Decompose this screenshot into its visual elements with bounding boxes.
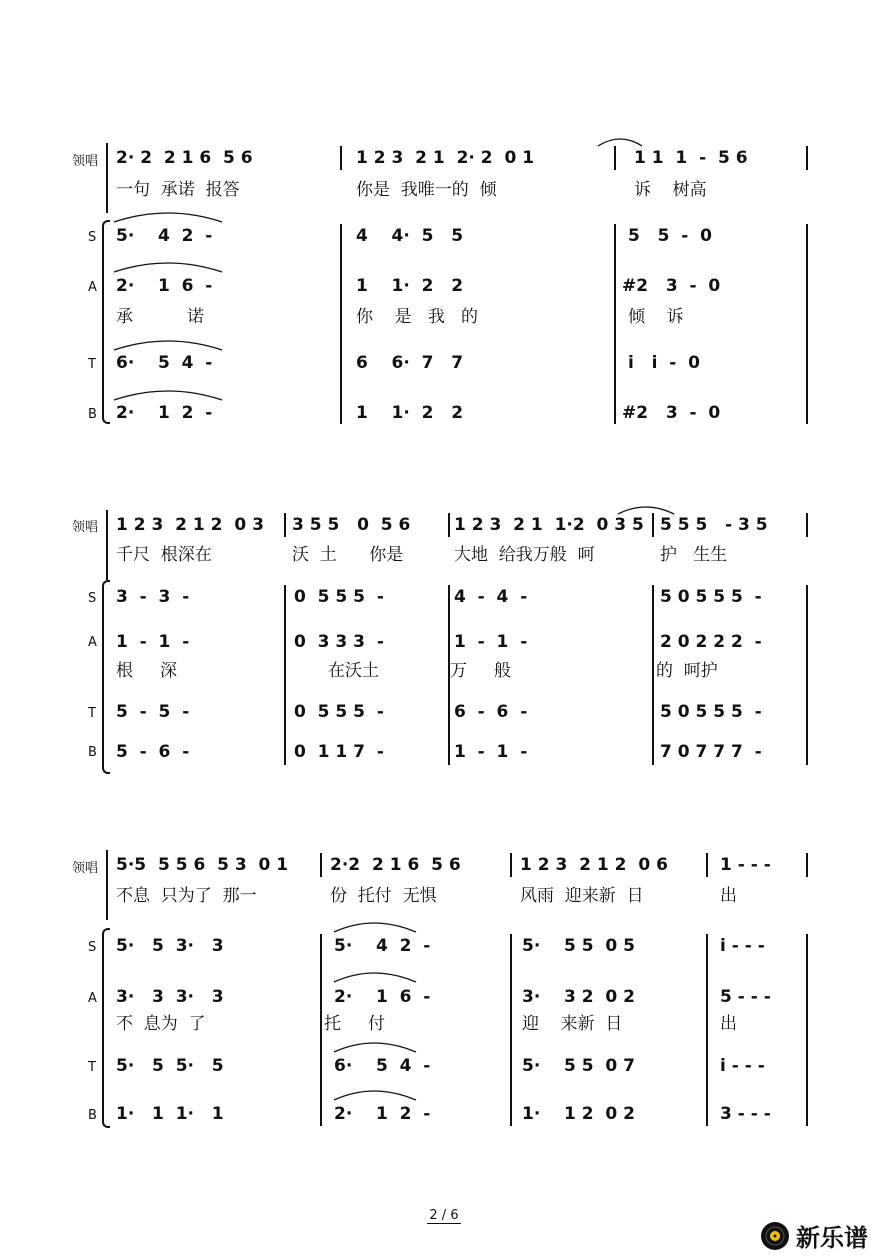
label-b: B <box>88 745 97 760</box>
measure-1: 5· 4 2 - <box>116 226 213 246</box>
measure-3: 1 - 1 - <box>454 632 528 652</box>
measure-4: i - - - <box>720 1056 765 1076</box>
lead-notes-row <box>116 146 806 170</box>
bass-row <box>116 740 806 764</box>
measure-2: 6 6· 7 7 <box>356 353 464 373</box>
measure-1: 2· 2 2 1 6 5 6 <box>116 148 253 168</box>
lyric-1: 不息 只为了 那一 <box>116 886 257 906</box>
lead-barline-start <box>106 850 108 920</box>
lyric-1: 不 息为 了 <box>116 1014 206 1034</box>
soprano-row <box>116 585 806 609</box>
measure-3: 6 - 6 - <box>454 702 528 722</box>
lyric-2: 份 托付 无惧 <box>330 886 437 906</box>
alto-row <box>116 630 806 654</box>
measure-4: 5 - - - <box>720 987 771 1007</box>
measure-3: 1 2 3 2 1 2 0 6 <box>520 855 668 875</box>
soprano-row <box>116 934 806 958</box>
measure-3: 1 2 3 2 1 1·2 0 3 5 <box>454 515 644 535</box>
lyric-3: 诉 树高 <box>634 180 707 200</box>
measure-2: 0 1 1 7 - <box>294 742 384 762</box>
vinyl-record-icon <box>760 1221 790 1251</box>
measure-4: 5 0 5 5 5 - <box>660 587 762 607</box>
alto-lyric-row <box>116 1012 806 1036</box>
label-b: B <box>88 1108 97 1123</box>
measure-2: 6· 5 4 - <box>334 1056 431 1076</box>
measure-1: 5· 5 5· 5 <box>116 1056 224 1076</box>
measure-3: 1 1 1 - 5 6 <box>634 148 748 168</box>
barline <box>340 224 342 424</box>
label-t: T <box>88 1060 96 1075</box>
measure-2: 0 5 5 5 - <box>294 587 384 607</box>
measure-2: 1 1· 2 2 <box>356 276 464 296</box>
bass-row <box>116 401 806 425</box>
lead-lyric-row <box>116 178 806 202</box>
measure-1: 3 - 3 - <box>116 587 190 607</box>
choir-brace <box>102 220 110 424</box>
lead-notes-row <box>116 513 806 537</box>
barline <box>652 585 654 765</box>
lyric-4: 出 <box>720 886 737 906</box>
label-a: A <box>88 280 97 295</box>
measure-3: 5· 5 5 0 7 <box>522 1056 635 1076</box>
lyric-1: 千尺 根深在 <box>116 545 212 565</box>
lead-barline-start <box>106 510 108 580</box>
measure-4: 5 0 5 5 5 - <box>660 702 762 722</box>
lyric-3: 大地 给我万般 呵 <box>454 545 595 565</box>
barline <box>614 224 616 424</box>
measure-2: 3 5 5 0 5 6 <box>292 515 411 535</box>
label-s: S <box>88 940 97 955</box>
measure-1: 5·5 5 5 6 5 3 0 1 <box>116 855 289 875</box>
barline <box>806 853 808 877</box>
barline <box>806 224 808 424</box>
choir-brace <box>102 928 110 1128</box>
measure-4: i - - - <box>720 936 765 956</box>
lyric-2: 沃 土 你是 <box>292 545 404 565</box>
alto-row <box>116 985 806 1009</box>
lyric-2: 你 是 我 的 <box>356 307 479 327</box>
slur-mark <box>330 968 420 984</box>
measure-1: 2· 1 6 - <box>116 276 213 296</box>
barline <box>806 146 808 170</box>
lyric-4: 的 呵护 <box>656 661 718 681</box>
site-logo[interactable] <box>760 1218 868 1253</box>
label-a: A <box>88 635 97 650</box>
lead-barline-start <box>106 143 108 213</box>
lyric-2: 在沃土 <box>328 661 379 681</box>
measure-1: 3· 3 3· 3 <box>116 987 224 1007</box>
label-lead: 领唱 <box>72 861 99 876</box>
barline <box>510 934 512 1126</box>
lyric-2: 托 付 <box>324 1014 386 1034</box>
choir-brace <box>102 580 110 774</box>
measure-1: 5· 5 3· 3 <box>116 936 224 956</box>
lyric-2: 你是 我唯一的 倾 <box>356 180 497 200</box>
barline <box>614 146 616 170</box>
slur-mark <box>110 386 230 402</box>
measure-4: 7 0 7 7 7 - <box>660 742 762 762</box>
label-t: T <box>88 357 96 372</box>
barline <box>806 934 808 1126</box>
lyric-1: 承 诺 <box>116 307 205 327</box>
barline <box>448 585 450 765</box>
barline <box>706 853 708 877</box>
measure-1: 1 2 3 2 1 2 0 3 <box>116 515 264 535</box>
lyric-3: 万 般 <box>450 661 512 681</box>
measure-3: i i - 0 <box>628 353 700 373</box>
slur-mark <box>110 208 230 224</box>
slur-mark <box>330 1086 420 1102</box>
lead-lyric-row <box>116 543 806 567</box>
barline <box>448 513 450 537</box>
bass-row <box>116 1102 806 1126</box>
lyric-3: 迎 来新 日 <box>522 1014 623 1034</box>
measure-2: 2· 1 6 - <box>334 987 431 1007</box>
measure-2: 1 2 3 2 1 2· 2 0 1 <box>356 148 535 168</box>
slur-mark <box>110 336 230 352</box>
barline <box>320 853 322 877</box>
measure-3: #2 3 - 0 <box>622 403 721 423</box>
measure-2: 4 4· 5 5 <box>356 226 464 246</box>
lyric-3: 风雨 迎来新 日 <box>520 886 644 906</box>
lyric-1: 一句 承诺 报答 <box>116 180 240 200</box>
measure-2: 1 1· 2 2 <box>356 403 464 423</box>
barline <box>340 146 342 170</box>
measure-1: 6· 5 4 - <box>116 353 213 373</box>
measure-3: 1 - 1 - <box>454 742 528 762</box>
measure-3: #2 3 - 0 <box>622 276 721 296</box>
measure-2: 5· 4 2 - <box>334 936 431 956</box>
slur-mark <box>330 918 420 934</box>
slur-mark <box>330 1038 420 1054</box>
measure-2: 0 5 5 5 - <box>294 702 384 722</box>
logo-text: 新乐谱 <box>796 1224 868 1252</box>
slur-mark <box>596 134 646 148</box>
measure-3: 5 5 - 0 <box>628 226 712 246</box>
tenor-row <box>116 1054 806 1078</box>
lead-notes-row <box>116 853 806 877</box>
slur-mark <box>110 258 230 274</box>
lyric-4: 出 <box>720 1014 737 1034</box>
label-s: S <box>88 591 97 606</box>
barline <box>806 513 808 537</box>
barline <box>706 934 708 1126</box>
barline <box>806 585 808 765</box>
measure-1: 1· 1 1· 1 <box>116 1104 224 1124</box>
measure-3: 5· 5 5 0 5 <box>522 936 635 956</box>
barline <box>284 585 286 765</box>
label-a: A <box>88 991 97 1006</box>
lyric-3: 倾 诉 <box>628 307 684 327</box>
alto-lyric-row <box>116 659 806 683</box>
alto-lyric-row <box>116 305 806 329</box>
label-s: S <box>88 230 97 245</box>
measure-2: 0 3 3 3 - <box>294 632 384 652</box>
measure-2: 2·2 2 1 6 5 6 <box>330 855 461 875</box>
measure-1: 2· 1 2 - <box>116 403 213 423</box>
label-lead: 领唱 <box>72 154 99 169</box>
barline <box>320 934 322 1126</box>
label-b: B <box>88 407 97 422</box>
lyric-1: 根 深 <box>116 661 178 681</box>
barline <box>284 513 286 537</box>
measure-2: 2· 1 2 - <box>334 1104 431 1124</box>
measure-1: 5 - 5 - <box>116 702 190 722</box>
measure-4: 2 0 2 2 2 - <box>660 632 762 652</box>
label-lead: 领唱 <box>72 520 99 535</box>
tenor-row <box>116 351 806 375</box>
page-number-text: 2 / 6 <box>429 1208 459 1223</box>
lyric-4: 护 生生 <box>660 545 728 565</box>
measure-1: 1 - 1 - <box>116 632 190 652</box>
measure-4: 5 5 5 - 3 5 <box>660 515 768 535</box>
barline <box>652 513 654 537</box>
measure-1: 5 - 6 - <box>116 742 190 762</box>
lead-lyric-row <box>116 884 806 908</box>
measure-3: 3· 3 2 0 2 <box>522 987 635 1007</box>
soprano-row <box>116 224 806 248</box>
measure-3: 4 - 4 - <box>454 587 528 607</box>
alto-row <box>116 274 806 298</box>
measure-4: 3 - - - <box>720 1104 771 1124</box>
tenor-row <box>116 700 806 724</box>
slur-mark <box>616 502 676 516</box>
measure-4: 1 - - - <box>720 855 771 875</box>
page-number <box>0 1208 888 1223</box>
label-t: T <box>88 706 96 721</box>
barline <box>510 853 512 877</box>
measure-3: 1· 1 2 0 2 <box>522 1104 635 1124</box>
